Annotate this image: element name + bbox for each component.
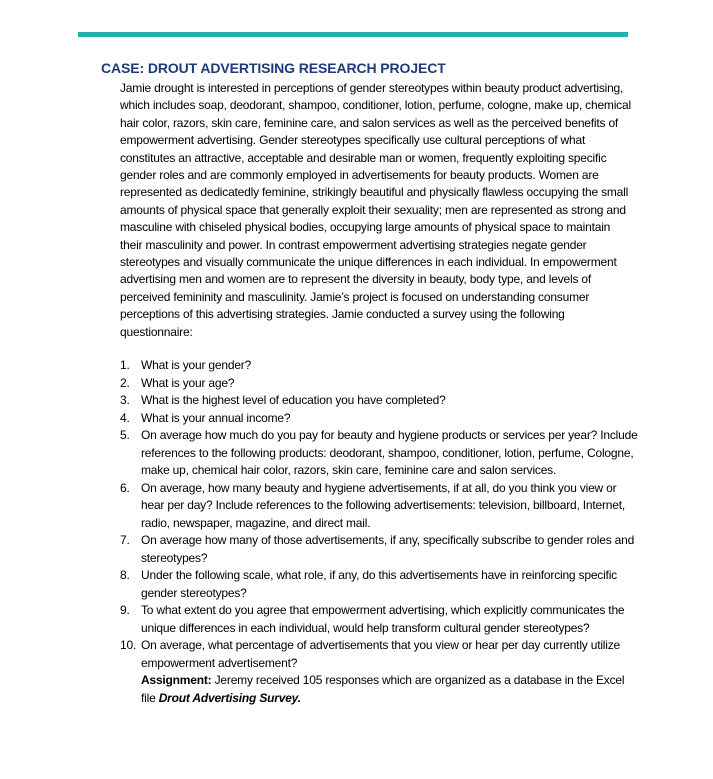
list-item — [120, 532, 638, 567]
question-text: What is your age? — [141, 375, 235, 390]
question-number: 5. — [120, 428, 130, 442]
question-text: On average how much do you pay for beauty and hygiene products or services per year? Include references to the following products: deodorant, shampoo, conditioner, lotion, perfume, Cologne, make up, chemical hair color, razors, skin care, feminine care and salon services. — [141, 428, 638, 477]
list-item — [120, 357, 638, 375]
question-text: To what extent do you agree that empowerment advertising, which explicitly communicates the unique differences in each individual, would help transform cultural gender stereotypes? — [141, 603, 625, 635]
question-number: 8. — [120, 568, 130, 582]
case-title: CASE: DROUT ADVERTISING RESEARCH PROJECT — [101, 60, 446, 76]
question-number: 3. — [120, 393, 130, 407]
assignment-label: Assignment: — [141, 673, 212, 687]
question-text: On average how many of those advertisements, if any, specifically subscribe to gender roles and stereotypes? — [141, 533, 635, 565]
question-text: What is the highest level of education you have completed? — [141, 393, 446, 407]
list-item — [120, 637, 638, 707]
question-number: 1. — [120, 358, 130, 372]
list-item — [120, 410, 638, 428]
question-text: What is your gender? — [141, 358, 252, 372]
question-number: 4. — [120, 410, 130, 425]
question-text: What is your annual income? — [141, 410, 291, 425]
question-text-with-assignment — [141, 637, 638, 707]
header-rule — [78, 32, 628, 37]
question-text: Under the following scale, what role, if any, do this advertisements have in reinforcing specific gender stereotypes? — [141, 568, 617, 600]
question-text: On average, how many beauty and hygiene advertisements, if at all, do you think you view or hear per day? Include references to the following advertisements: television, billboard, Internet, radio, newspaper, magazine, and direct mail. — [141, 480, 626, 530]
list-item — [120, 375, 638, 393]
list-item — [120, 392, 638, 410]
assignment-file-name: Drout Advertising Survey. — [158, 690, 301, 705]
questionnaire-list — [120, 357, 638, 707]
assignment-text: Jeremy received 105 responses which are organized as a database in the Excel file — [141, 673, 625, 705]
question-number: 7. — [120, 533, 130, 547]
question-number: 9. — [120, 603, 130, 617]
list-item — [120, 480, 638, 533]
list-item — [120, 567, 638, 602]
question-number: 2. — [120, 375, 130, 390]
list-item — [120, 602, 638, 637]
question-number: 6. — [120, 480, 130, 495]
question-text: On average, what percentage of advertisements that you view or hear per day currently utilize empowerment advertisement? — [141, 638, 620, 670]
question-number: 10. — [120, 638, 137, 652]
list-item — [120, 427, 638, 480]
intro-paragraph: Jamie drought is interested in perceptions of gender stereotypes within beauty product advertising, which includes soap, deodorant, shampoo, conditioner, lotion, perfume, cologne, make up, chemical hair color, razors, skin care, feminine care, and salon services as well as the perceived benefits of empowerment advertising. Gender stereotypes specifically use cultural perceptions of what constitutes an attractive, acceptable and desirable man or women, frequently exploiting specific gender roles and are commonly employed in advertisements for beauty products. Women are represented as dedicatedly feminine, strikingly beautiful and physically flawless occupying the small amounts of physical space that generally exploit their sexuality; men are represented as strong and masculine with chiseled physical bodies, occupying large amounts of physical space to maintain their masculinity and power. In contrast empowerment advertising strategies negate gender stereotypes and visually communicate the unique differences in each individual. In empowerment advertising men and women are to represent the diversity in beauty, body type, and levels of perceived femininity and masculinity. Jamie’s project is focused on understanding consumer perceptions of this advertising strategies. Jamie conducted a survey using the following questionnaire: — [120, 81, 631, 339]
assignment-paragraph — [141, 672, 638, 707]
